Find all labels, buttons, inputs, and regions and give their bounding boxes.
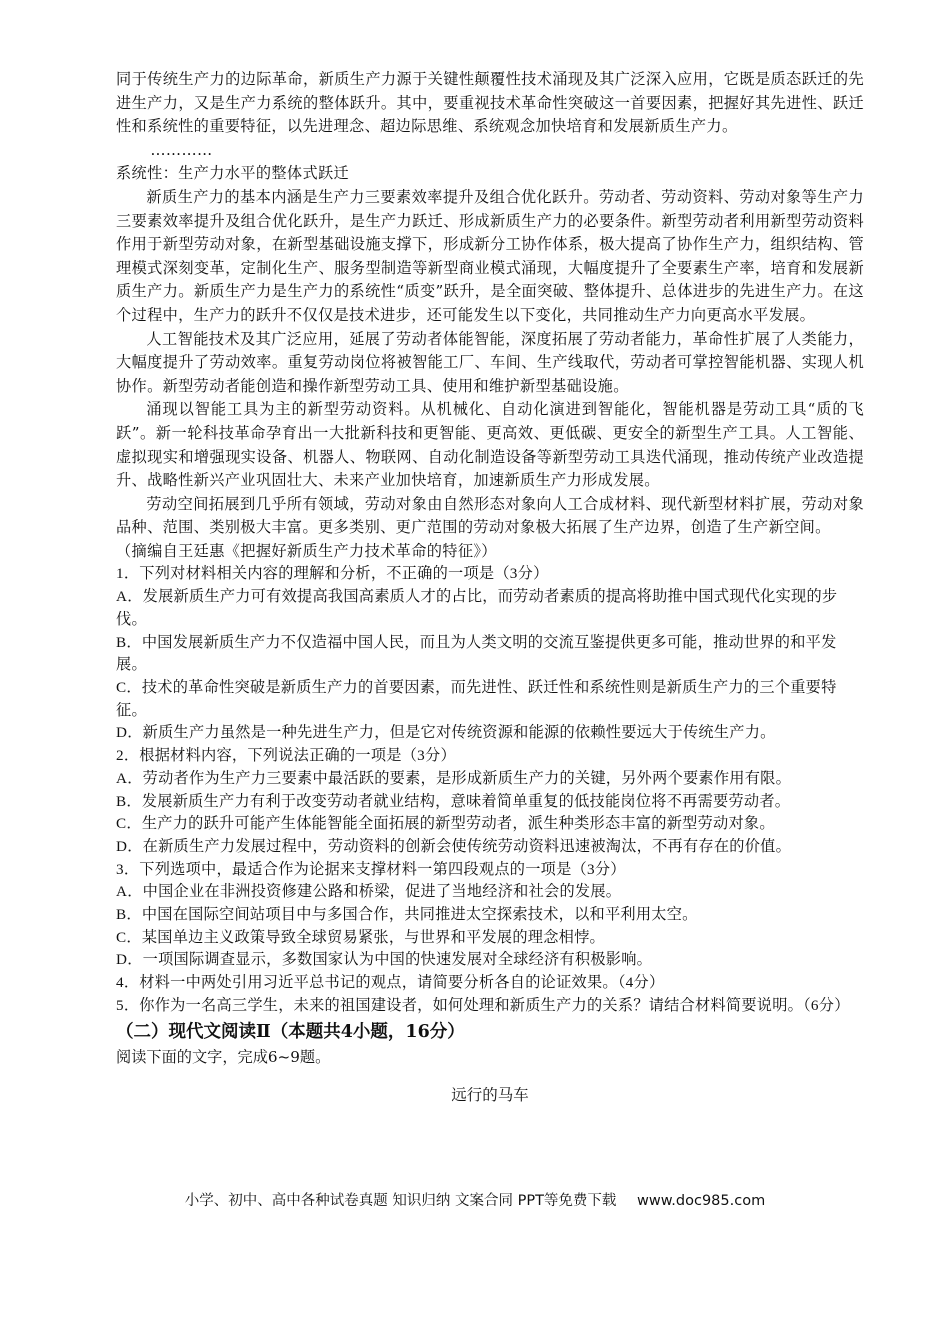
question-5 bbox=[116, 995, 864, 1018]
question-3 bbox=[116, 859, 864, 973]
question-option: C．某国单边主义政策导致全球贸易紧张，与世界和平发展的理念相悖。 bbox=[116, 928, 605, 946]
passage-paragraph: 人工智能技术及其广泛应用，延展了劳动者体能智能，深度拓展了劳动者能力，革命性扩展了人类能力，大幅度提升了劳动效率。重复劳动岗位将被智能工厂、车间、生产线取代，劳动者可掌控智能机器、实现人机协作。新型劳动者能创造和操作新型劳动工具、使用和维护新型基础设施。 bbox=[116, 329, 864, 395]
question-option: A．发展新质生产力可有效提高我国高素质人才的占比，而劳动者素质的提高将助推中国式现代化实现的步伐。 bbox=[116, 588, 838, 628]
question-option: B．中国发展新质生产力不仅造福中国人民，而且为人类文明的交流互鉴提供更多可能，推动世界的和平发展。 bbox=[116, 633, 837, 674]
section-instruction: 阅读下面的文字，完成6~9题。 bbox=[116, 1047, 331, 1066]
question-option: D．一项国际调查显示，多数国家认为中国的快速发展对全球经济有积极影响。 bbox=[116, 951, 653, 969]
footer-text: 小学、初中、高中各种试卷真题 知识归纳 文案合同 PPT等免费下载 bbox=[184, 1193, 617, 1209]
question-4 bbox=[116, 972, 864, 995]
question-1 bbox=[116, 563, 864, 745]
question-2 bbox=[116, 745, 864, 859]
question-stem: 3．下列选项中，最适合作为论据来支撑材料一第四段观点的一项是（3分） bbox=[116, 860, 626, 878]
passage-paragraph: 新质生产力的基本内涵是生产力三要素效率提升及组合优化跃升。劳动者、劳动资料、劳动对象等生产力三要素效率提升及组合优化跃升，是生产力跃迁、形成新质生产力的必要条件。新型劳动者利用新型劳动资料作用于新型劳动对象，在新型基础设施支撑下，形成新分工协作体系，极大提高了协作生产力，组织结构、管理模式深刻变革，定制化生产、服务型制造等新型商业模式涌现，大幅度提升了全要素生产率，培育和发展新质生产力。新质生产力是生产力的系统性“质变”跃升，是全面突破、整体提升、总体进步的先进生产力。在这个过程中，生产力的跃升不仅仅是技术进步，还可能发生以下变化，共同推动生产力向更高水平发展。 bbox=[116, 187, 864, 324]
section-heading: （二）现代文阅读Ⅱ（本题共4小题，16分） bbox=[116, 1021, 465, 1042]
questions-section bbox=[116, 563, 864, 1017]
footer-url[interactable]: www.doc985.com bbox=[637, 1193, 766, 1209]
question-option: C．技术的革命性突破是新质生产力的首要因素，而先进性、跃迁性和系统性则是新质生产力的三个重要特征。 bbox=[116, 678, 837, 719]
passage-ellipsis: ………… bbox=[150, 140, 213, 159]
page-content bbox=[116, 68, 864, 1107]
question-option: C．生产力的跃升可能产生体能智能全面拓展的新型劳动者，派生种类形态丰富的新型劳动对象。 bbox=[116, 815, 775, 833]
question-stem: 1．下列对材料相关内容的理解和分析，不正确的一项是（3分） bbox=[116, 565, 549, 583]
question-stem: 2．根据材料内容，下列说法正确的一项是（3分） bbox=[116, 747, 456, 765]
question-option: B．发展新质生产力有利于改变劳动者就业结构，意味着简单重复的低技能岗位将不再需要劳动者。 bbox=[116, 792, 791, 810]
passage-paragraph: 同于传统生产力的边际革命，新质生产力源于关键性颠覆性技术涌现及其广泛深入应用，它既是质态跃迁的先进生产力，又是生产力系统的整体跃升。其中，要重视技术革命性突破这一首要因素，把握好其先进性、跃迁性和系统性的重要特征，以先进理念、超边际思维、系统观念加快培育和发展新质生产力。 bbox=[116, 70, 864, 136]
question-option: B．中国在国际空间站项目中与多国合作，共同推进太空探索技术，以和平利用太空。 bbox=[116, 906, 698, 924]
passage-paragraph: 劳动空间拓展到几乎所有领域，劳动对象由自然形态对象向人工合成材料、现代新型材料扩展，劳动对象品种、范围、类别极大丰富。更多类别、更广范围的劳动对象极大拓展了生产边界，创造了生产新空间。 bbox=[116, 494, 864, 537]
passage-subheading: 系统性：生产力水平的整体式跃迁 bbox=[116, 164, 350, 183]
passage-source: （摘编自王廷惠《把握好新质生产力技术革命的特征》） bbox=[116, 541, 497, 560]
passage-paragraph: 涌现以智能工具为主的新型劳动资料。从机械化、自动化演进到智能化，智能机器是劳动工具“质的飞跃”。新一轮科技革命孕育出一大批新科技和更智能、更高效、更低碳、更安全的新型生产工具。人工智能、虚拟现实和增强现实设备、机器人、物联网、自动化制造设备等新型劳动工具迭代涌现，推动传统产业改造提升、战略性新兴产业巩固壮大、未来产业加快培育，加速新质生产力形成发展。 bbox=[116, 400, 864, 490]
reading-passage bbox=[116, 68, 864, 563]
question-stem: 5．你作为一名高三学生，未来的祖国建设者，如何处理和新质生产力的关系？请结合材料简要说明。（6分） bbox=[116, 996, 850, 1014]
story-title: 远行的马车 bbox=[451, 1085, 529, 1104]
question-option: A．劳动者作为生产力三要素中最活跃的要素，是形成新质生产力的关键，另外两个要素作用有限。 bbox=[116, 769, 792, 787]
question-option: D．在新质生产力发展过程中，劳动资料的创新会使传统劳动资料迅速被淘汰，不再有存在的价值。 bbox=[116, 837, 792, 855]
page-footer bbox=[0, 1189, 950, 1210]
question-option: D．新质生产力虽然是一种先进生产力，但是它对传统资源和能源的依赖性要远大于传统生产力。 bbox=[116, 724, 776, 742]
question-option: A．中国企业在非洲投资修建公路和桥梁，促进了当地经济和社会的发展。 bbox=[116, 883, 622, 901]
question-stem: 4．材料一中两处引用习近平总书记的观点，请简要分析各自的论证效果。（4分） bbox=[116, 974, 665, 992]
